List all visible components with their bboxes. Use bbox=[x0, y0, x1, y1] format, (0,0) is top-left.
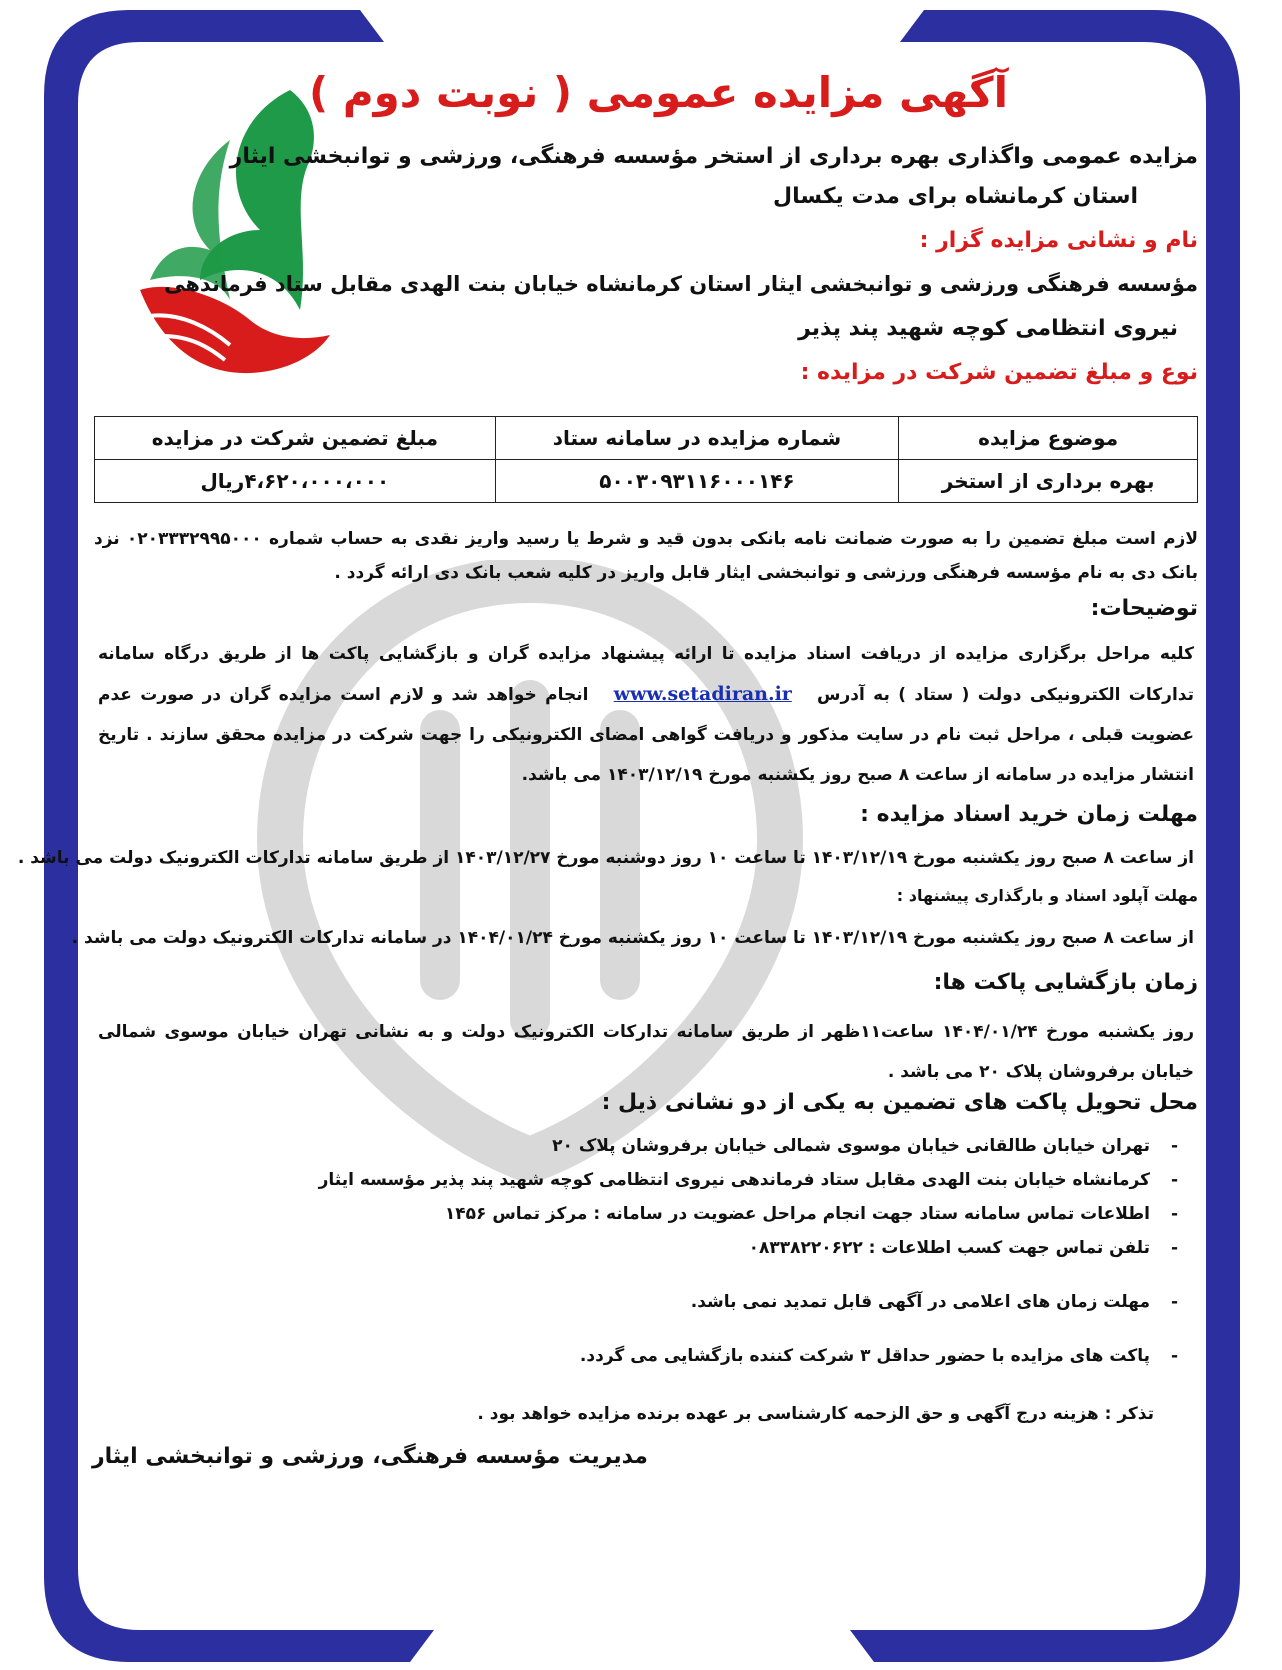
table-header-row bbox=[95, 417, 1198, 460]
intro-line-2: استان کرمانشاه برای مدت یکسال bbox=[773, 184, 1138, 209]
purchase-label: مهلت زمان خرید اسناد مزایده : bbox=[860, 802, 1198, 827]
notes-text-before: کلیه مراحل برگزاری مزایده از دریافت اسناد مزایده تا ارائه پیشنهاد مزایده گران و بازگشایی پاکت ها از طریق درگاه سامانه تدارکات الکترونیکی دولت ( ستاد ) به آدرس bbox=[98, 644, 1194, 705]
table-cell-number: ۵۰۰۳۰۹۳۱۱۶۰۰۰۱۴۶ bbox=[495, 460, 899, 503]
reminder-text: تذکر : هزینه درج آگهی و حق الزحمه کارشناسی بر عهده برنده مزایده خواهد بود . bbox=[477, 1404, 1154, 1424]
intro-line-1: مزایده عمومی واگذاری بهره برداری از استخر مؤسسه فرهنگی، ورزشی و توانبخشی ایثار bbox=[229, 144, 1198, 169]
opening-text: روز یکشنبه مورخ ۱۴۰۴/۰۱/۲۴ ساعت۱۱ظهر از طریق سامانه تدارکات الکترونیک دولت و به نشانی تهران خیابان موسوی شمالی خیابان برفروشان پلاک ۲۰ می باشد . bbox=[98, 1022, 1194, 1082]
frame-top-notch bbox=[360, 10, 924, 42]
list-item: - مهلت زمان های اعلامی در آگهی قابل تمدید نمی باشد. bbox=[319, 1292, 1178, 1326]
list-item: - تهران خیابان طالقانی خیابان موسوی شمالی خیابان برفروشان پلاک ۲۰ bbox=[319, 1136, 1178, 1170]
delivery-label: محل تحویل پاکت های تضمین به یکی از دو نشانی ذیل : bbox=[601, 1090, 1198, 1115]
purchase-text: از ساعت ۸ صبح روز یکشنبه مورخ ۱۴۰۳/۱۲/۱۹ تا ساعت ۱۰ روز دوشنبه مورخ ۱۴۰۳/۱۲/۲۷ از طریق سامانه تدارکات الکترونیک دولت می باشد . bbox=[17, 848, 1194, 868]
list-item: - تلفن تماس جهت کسب اطلاعات : ۰۸۳۳۸۲۲۰۶۲۲ bbox=[319, 1238, 1178, 1272]
organizer-line-2: نیروی انتظامی کوچه شهید پند پذیر bbox=[798, 316, 1178, 341]
setadiran-link[interactable]: www.setadiran.ir bbox=[613, 683, 792, 705]
organizer-line-1: مؤسسه فرهنگی ورزشی و توانبخشی ایثار استان کرمانشاه خیابان بنت الهدی مقابل ستاد فرماندهی bbox=[164, 272, 1198, 296]
table-cell-subject: بهره برداری از استخر bbox=[899, 460, 1198, 503]
page-title: آگهی مزایده عمومی ( نوبت دوم ) bbox=[309, 68, 1008, 117]
list-item: - اطلاعات تماس سامانه ستاد جهت انجام مراحل عضویت در سامانه : مرکز تماس ۱۴۵۶ bbox=[319, 1204, 1178, 1238]
list-item: - کرمانشاه خیابان بنت الهدی مقابل ستاد فرماندهی نیروی انتظامی کوچه شهید پند پذیر مؤسسه ایثار bbox=[319, 1170, 1178, 1204]
upload-label: مهلت آپلود اسناد و بارگذاری پیشنهاد : bbox=[896, 886, 1198, 905]
table-header-cell: شماره مزایده در سامانه ستاد bbox=[495, 417, 899, 460]
deposit-label: نوع و مبلغ تضمین شرکت در مزایده : bbox=[800, 360, 1198, 385]
notes-text-after: انجام خواهد شد و لازم است مزایده گران در صورت عدم عضویت قبلی ، مراحل ثبت نام در سایت مذکور و دریافت گواهی امضای الکترونیکی را جهت شرکت در مزایده محقق سازند . تاریخ انتشار مزایده در سامانه از ساعت ۸ صبح روز یکشنبه مورخ ۱۴۰۳/۱۲/۱۹ می باشد. bbox=[98, 685, 1194, 785]
table-row bbox=[95, 460, 1198, 503]
table-header-cell: مبلغ تضمین شرکت در مزایده bbox=[95, 417, 496, 460]
notes-text bbox=[98, 634, 1194, 795]
list-item: - پاکت های مزایده با حضور حداقل ۳ شرکت کننده بازگشایی می گردد. bbox=[319, 1346, 1178, 1380]
announcement bbox=[17, 40, 1198, 1620]
delivery-list bbox=[319, 1136, 1178, 1380]
notes-label: توضیحات: bbox=[1090, 596, 1198, 621]
opening-label: زمان بازگشایی پاکت ها: bbox=[933, 970, 1198, 995]
auction-table bbox=[94, 416, 1198, 503]
deposit-text: لازم است مبلغ تضمین را به صورت ضمانت نامه بانکی بدون قید و شرط یا رسید واریز نقدی به حساب شماره ۰۲۰۳۳۳۲۹۹۵۰۰۰ نزد بانک دی به نام مؤسسه فرهنگی ورزشی و توانبخشی ایثار قابل واریز در کلیه شعب بانک دی ارائه گردد . bbox=[94, 529, 1198, 583]
table-cell-amount: ۴،۶۲۰،۰۰۰،۰۰۰ریال bbox=[95, 460, 496, 503]
upload-text: از ساعت ۸ صبح روز یکشنبه مورخ ۱۴۰۳/۱۲/۱۹ تا ساعت ۱۰ روز یکشنبه مورخ ۱۴۰۴/۰۱/۲۴ در سامانه تدارکات الکترونیک دولت می باشد . bbox=[71, 928, 1194, 948]
table-header-cell: موضوع مزایده bbox=[899, 417, 1198, 460]
organizer-label: نام و نشانی مزایده گزار : bbox=[919, 228, 1198, 253]
frame-bottom-notch bbox=[410, 1630, 874, 1662]
signature: مدیریت مؤسسه فرهنگی، ورزشی و توانبخشی ایثار bbox=[92, 1444, 648, 1469]
